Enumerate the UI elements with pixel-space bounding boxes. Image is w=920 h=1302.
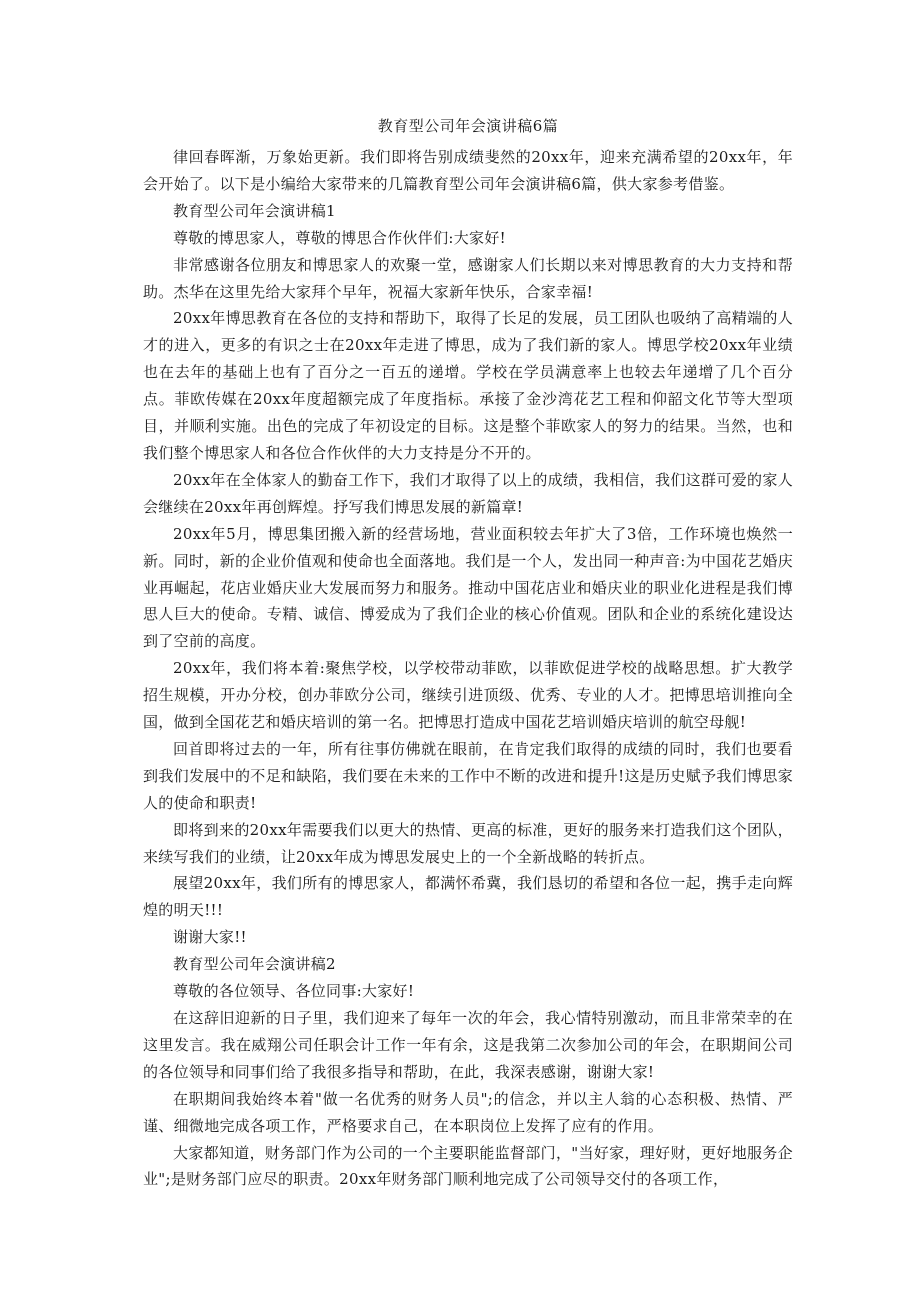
paragraph-intro: 律回春晖渐，万象始更新。我们即将告别成绩斐然的20xx年，迎来充满希望的20xx年，年会开始了。以下是小编给大家带来的几篇教育型公司年会演讲稿6篇，供大家参考借鉴。 xyxy=(143,148,793,193)
paragraph: 非常感谢各位朋友和博思家人的欢聚一堂，感谢家人们长期以来对博思教育的大力支持和帮助。杰华在这里先给大家拜个早年，祝福大家新年快乐，合家幸福! xyxy=(143,255,793,301)
section-heading-2: 教育型公司年会演讲稿2 xyxy=(173,955,336,974)
paragraph: 即将到来的20xx年需要我们以更大的热情、更高的标准，更好的服务来打造我们这个团队，来续写我们的业绩，让20xx年成为博思发展史上的一个全新战略的转折点。 xyxy=(143,820,793,866)
paragraph: 尊敬的各位领导、各位同事:大家好! xyxy=(173,982,415,1001)
paragraph: 在这辞旧迎新的日子里，我们迎来了每年一次的年会，我心情特别激动，而且非常荣幸的在这里发言。我在威翔公司任职会计工作一年有余，这是我第二次参加公司的年会，在职期间公司的各位领导和同事们给了我很多指导和帮助，在此，我深表感谢，谢谢大家! xyxy=(143,1009,793,1081)
paragraph: 大家都知道，财务部门作为公司的一个主要职能监督部门，"当好家，理好财，更好地服务企业";是财务部门应尽的职责。20xx年财务部门顺利地完成了公司领导交付的各项工作， xyxy=(143,1143,793,1189)
paragraph: 20xx年在全体家人的勤奋工作下，我们才取得了以上的成绩，我相信，我们这群可爱的家人会继续在20xx年再创辉煌。抒写我们博思发展的新篇章! xyxy=(143,470,793,516)
paragraph: 回首即将过去的一年，所有往事仿佛就在眼前，在肯定我们取得的成绩的同时，我们也要看到我们发展中的不足和缺陷，我们要在未来的工作中不断的改进和提升!这是历史赋予我们博思家人的使命和职责! xyxy=(143,739,793,812)
document-title: 教育型公司年会演讲稿6篇 xyxy=(377,117,559,135)
paragraph: 20xx年5月，博思集团搬入新的经营场地，营业面积较去年扩大了3倍，工作环境也焕然一新。同时，新的企业价值观和使命也全面落地。我们是一个人，发出同一种声音:为中国花艺婚庆业再崛起，花店业婚庆业大发展而努力和服务。推动中国花店业和婚庆业的职业化进程是我们博思人巨大的使命。专精、诚信、博爱成为了我们企业的核心价值观。团队和企业的系统化建设达到了空前的高度。 xyxy=(143,524,793,651)
paragraph: 20xx年，我们将本着:聚焦学校，以学校带动菲欧，以菲欧促进学校的战略思想。扩大教学招生规模，开办分校，创办菲欧分公司，继续引进顶级、优秀、专业的人才。把博思培训推向全国，做到全国花艺和婚庆培训的第一名。把博思打造成中国花艺培训婚庆培训的航空母舰! xyxy=(143,659,793,732)
paragraph: 在职期间我始终本着"做一名优秀的财务人员";的信念，并以主人翁的心态积极、热情、严谨、细微地完成各项工作，严格要求自己，在本职岗位上发挥了应有的作用。 xyxy=(143,1089,793,1135)
paragraph: 20xx年博思教育在各位的支持和帮助下，取得了长足的发展，员工团队也吸纳了高精端的人才的进入，更多的有识之士在20xx年走进了博思，成为了我们新的家人。博思学校20xx年业绩也在去年的基础上也有了百分之一百五的递增。学校在学员满意率上也较去年递增了几个百分点。菲欧传媒在20xx年度超额完成了年度指标。承接了金沙湾花艺工程和仰韶文化节等大型项目，并顺利实施。出色的完成了年初设定的目标。这是整个菲欧家人的努力的结果。当然，也和我们整个博思家人和各位合作伙伴的大力支持是分不开的。 xyxy=(143,309,793,462)
paragraph: 尊敬的博思家人，尊敬的博思合作伙伴们:大家好! xyxy=(173,228,506,247)
section-heading-1: 教育型公司年会演讲稿1 xyxy=(173,201,336,220)
paragraph: 展望20xx年，我们所有的博思家人，都满怀希冀，我们恳切的希望和各位一起，携手走向辉煌的明天!!! xyxy=(143,874,793,920)
paragraph: 谢谢大家!! xyxy=(173,928,247,947)
document-page xyxy=(143,110,793,1193)
